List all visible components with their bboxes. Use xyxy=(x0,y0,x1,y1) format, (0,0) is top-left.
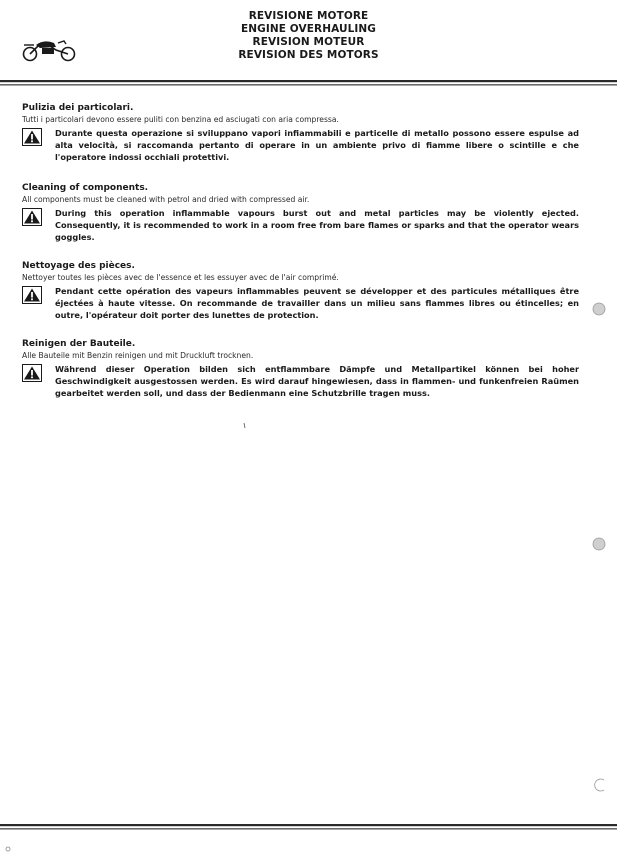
warning-text: Pendant cette opération des vapeurs inflammables peuvent se développer et des particules métalliques être éjectées à haute vitesse. On recommande de travailler dans un milieu sans flammes libres ou étincelles; en outre, l'opérateur doit porter des lunettes de protection. xyxy=(55,286,579,321)
warning-block xyxy=(22,127,582,164)
header-line-fr: REVISION MOTEUR xyxy=(252,36,365,48)
warning-block xyxy=(22,285,582,322)
section-text: Nettoyer toutes les pièces avec de l'essence et les essuyer avec de l'air comprimé. xyxy=(22,273,339,282)
warning-block xyxy=(22,363,582,400)
page-header xyxy=(0,10,617,62)
warning-text: During this operation inflammable vapours burst out and metal particles may be violently ejected. Consequently, it is recommended to work in a room free from bare flames or sparks and that the operator wears goggles. xyxy=(55,208,579,243)
header-line-de: REVISION DES MOTORS xyxy=(238,49,379,61)
section-text: All components must be cleaned with petrol and dried with compressed air. xyxy=(22,195,310,204)
section-title: Reinigen der Bauteile. xyxy=(22,339,136,349)
header-rule xyxy=(0,79,617,89)
warning-triangle-icon xyxy=(22,208,42,226)
warning-triangle-icon xyxy=(22,286,42,304)
section-italian xyxy=(22,102,582,164)
header-line-en: ENGINE OVERHAULING xyxy=(240,23,377,35)
section-german xyxy=(22,338,582,400)
section-title: Cleaning of components. xyxy=(22,183,149,193)
section-text: Alle Bauteile mit Benzin reinigen und mit Druckluft trocknen. xyxy=(22,351,254,360)
section-french xyxy=(22,260,582,322)
warning-text: Durante questa operazione si sviluppano vapori infiammabili e particelle di metallo possono essere espulse ad alta velocità, si raccomanda pertanto di operare in un ambiente privo di fiamme libere o scintille e che l'operatore indossi occhiali protettivi. xyxy=(55,128,579,163)
warning-block xyxy=(22,207,582,244)
section-title: Pulizia dei particolari. xyxy=(22,103,134,113)
punch-hole-icon xyxy=(594,778,608,792)
scan-speck xyxy=(4,845,12,853)
header-line-it: REVISIONE MOTORE xyxy=(248,10,369,22)
warning-triangle-icon xyxy=(22,128,42,146)
warning-triangle-icon xyxy=(22,364,42,382)
section-title: Nettoyage des pièces. xyxy=(22,261,135,271)
motorcycle-logo-icon xyxy=(20,36,78,62)
punch-hole-icon xyxy=(592,537,606,551)
punch-hole-icon xyxy=(592,302,606,316)
section-english xyxy=(22,182,582,244)
warning-text: Während dieser Operation bilden sich entflammbare Dämpfe und Metallpartikel können bei hoher Geschwindigkeit ausgestossen werden. Es wird darauf hingewiesen, dass in flammen- und funkenfreien Raümen gearbeitet werden soll, und dass der Bedienmann eine Schutzbrille tragen muss. xyxy=(55,364,579,399)
footer-rule xyxy=(0,823,617,833)
section-text: Tutti i particolari devono essere puliti con benzina ed asciugati con aria compressa. xyxy=(22,115,339,124)
scan-speck xyxy=(242,422,248,430)
